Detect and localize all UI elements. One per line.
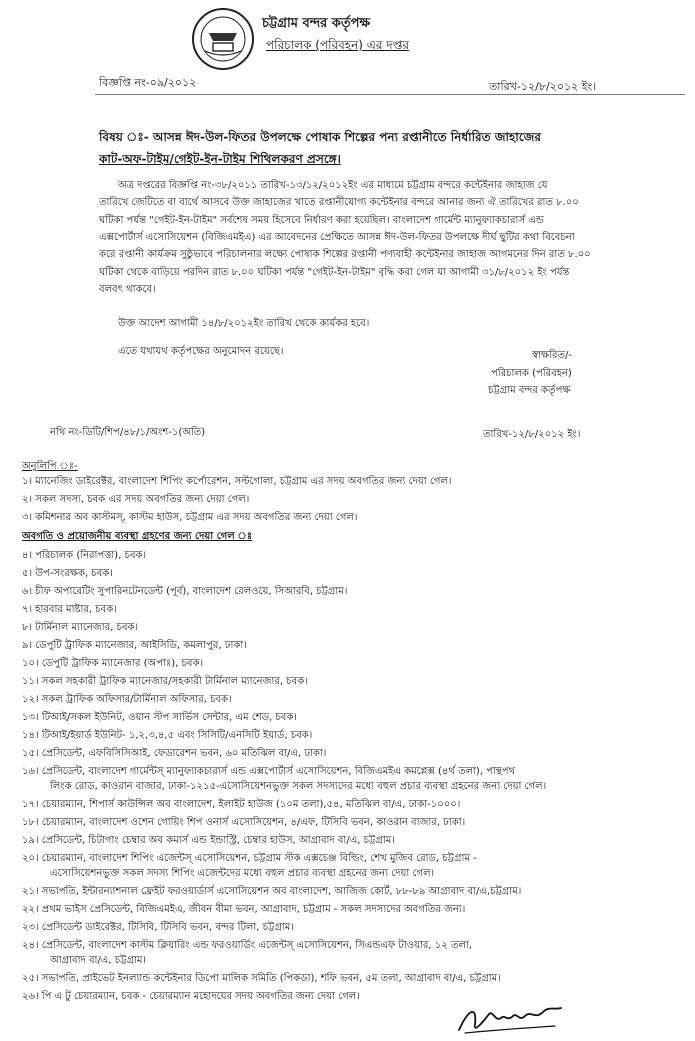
header-divider <box>95 94 685 95</box>
action-item: ২০। চেয়ারম্যান, বাংলাদেশ শিপিং এজেন্টস্ এসোসিয়েশন, চট্টগ্রাম স্টক এক্সচেঞ্জ বিল্ডিং, শেখ মুজিব রোড, চট্টগ্রাম - <box>22 853 477 864</box>
action-item: ৫। উপ-সংরক্ষক, চবক। <box>22 568 113 579</box>
notice-number: বিজ্ঞপ্তি নং-০৯/২০১২ <box>99 76 197 89</box>
action-item: ১৯। প্রেসিডেন্ট, চিটাগাং চেম্বার অব কমার্স এন্ড ইন্ডাস্ট্রি, চেম্বার হাউস, আগ্রাবাদ বা/এ, চট্টগ্রাম। <box>22 835 395 846</box>
action-item: ২১। সভাপতি, ইন্টারন্যাশনাল ফ্রেইট ফরওয়ার্ডার্স এসোসিয়েশন অব বাংলাদেশ, আজিজ কোর্ট, ৮৮-৮৯ আগ্রাবাদ বা/এ,চট্টগ্রাম। <box>22 886 522 897</box>
body-line: করে রপ্তানী কার্যক্রম সুষ্ঠুভাবে পরিচালনার লক্ষ্যে পোষাক শিল্পের রপ্তানী পণ্যবাহী কন্টেইনার জাহাজ আগমনের দিন রাত ৮.০০ <box>99 249 591 260</box>
signatory-org: চট্টগ্রাম বন্দর কর্তৃপক্ষ <box>488 385 571 396</box>
action-item: ৪। পরিচালক (নিরাপত্তা), চবক। <box>22 550 147 561</box>
action-item-continued: আগ্রাবাদ বা/এ, চট্টগ্রাম। <box>50 955 146 966</box>
order-line: উক্ত আদেশ আগামী ১৪/৮/২০১২ইং তারিখ থেকে কার্যকর হবে। <box>118 318 370 329</box>
org-name: চট্টগ্রাম বন্দর কর্তৃপক্ষ <box>262 16 371 31</box>
body-line: বলবৎ থাকবে। <box>99 284 156 295</box>
action-item: ১৪। টিআই/ইয়ার্ড ইউনিট- ১,২,৩,৪,৫ এবং সিসিটি/এনসিটি ইয়ার্ড, চবক। <box>22 730 313 741</box>
action-item: ২৫। সভাপতি, প্রাইভেট ইনল্যান্ড কন্টেইনার ডিপো মালিক সমিতি (পিকডা), শফি ভবন, ৫ম তলা, আগ্রাবাদ বা/এ, চট্টগ্রাম। <box>22 973 501 984</box>
body-line: ঘটিকা থেকে বাড়িয়ে পরদিন রাত ৮.০০ ঘটিকা পর্যন্ত "গেইট-ইন-টাইম" বৃদ্ধি করা গেল যা আগামী ৩১/৮/২০১২ ইং পর্যন্ত <box>99 267 570 278</box>
action-item: ২৬। পি এ টু চেয়ারম্যান, চবক - চেয়ারম্যান মহোদয়ের সদয় অবগতির জন্য দেয়া গেল। <box>22 991 360 1002</box>
subject-line-1: বিষয় ঃ- আসন্ন ঈদ-উল-ফিতর উপলক্ষে পোষাক শিল্পের পন্য রপ্তানীতে নির্ধারিত জাহাজের <box>99 130 541 144</box>
action-item: ৮। টার্মিনাল ম্যানেজার, চবক। <box>22 622 139 633</box>
subject-line-2: কাট-অফ-টাইম/গেইট-ইন-টাইম শিথিলকরণ প্রসঙ্গে। <box>99 152 341 166</box>
signed-label: স্বাক্ষরিত/- <box>532 350 572 361</box>
copy-item: ১। ম্যানেজিং ডাইরেক্টর, বাংলাদেশ শিপিং কর্পোরেশন, সল্টগোলা, চট্টগ্রাম এর সদয় অবগতির জন্য দেয়া গেল। <box>22 476 452 487</box>
signatory-title: পরিচালক (পরিবহন) <box>491 368 572 379</box>
copy-item: ৩। কমিশনার অব কাস্টমস্, কাস্টম হাউস, চট্টগ্রাম এর সদয় অবগতির জন্য দেয়া গেল। <box>22 512 358 523</box>
action-item: ১৫। প্রেসিডেন্ট, এফবিসিসিআই, ফেডারেশন ভবন, ৬০ মতিঝিল বা/এ, ঢাকা। <box>22 748 327 759</box>
action-item: ২২। প্রথম ভাইস প্রেসিডেন্ট, বিজিএমইএ, জীবন বীমা ভবন, আগ্রাবাদ, চট্টগ্রাম - সকল সদস্যদের অবগতির জন্য। <box>22 904 466 915</box>
body-line: অত্র দপ্তরের বিজ্ঞপ্তি নং-৩৮/২০১১ তারিখ-১৩/১২/২০১২ইং এর মাধ্যমে চট্টগ্রাম বন্দরে কন্টেইনার জাহাজ যে <box>118 180 548 191</box>
copy-item: ২। সকল সদস্য, চবক এর সদয় অবগতির জন্য দেয়া গেল। <box>22 494 250 505</box>
handwritten-signature <box>455 1000 565 1038</box>
file-date: তারিখ-১২/৮/২০১২ ইং। <box>483 429 581 440</box>
action-item: ১৭। চেয়ারম্যান, শিপার্স কাউন্সিল অব বাংলাদেশ, ইলাইট হাউজ (১০ম তলা),৫৪, মতিঝিল বা/এ, ঢাকা-১০০০। <box>22 799 461 810</box>
action-heading: অবগতি ও প্রয়োজনীয় ব্যবস্থা গ্রহণের জন্য দেয়া গেল ঃ <box>22 531 253 542</box>
action-item: ১২। সকল ট্রাফিক অফিসার/টার্মিনাল অফিসার, চবক। <box>22 694 232 705</box>
body-line: ঘটিকা পর্যন্ত "গেইট-ইন-টাইম" সর্বশেষ সময় হিসেবে নির্ধারণ করা হয়েছিল। বাংলাদেশ গার্মেন্ট ম্যানুফ্যাকচারার্স এন্ড <box>99 215 544 226</box>
file-number: নথি নং-ডিটি/শিপ/৪৮/১/অংশ-১(অতি) <box>50 427 206 438</box>
body-line: এক্সপোর্টার্স এসোসিয়েশন (বিজিএমইএ) এর আবেদনের প্রেক্ষিতে আসন্ন ঈদ-উল-ফিতর উপলক্ষে দীর্ঘ ছুটির কথা বিবেচনা <box>99 232 575 243</box>
notice-date: তারিখ-১২/৮/২০১২ ইং। <box>489 80 597 93</box>
action-item: ১০। ডেপুটি ট্রাফিক ম্যানেজার (অপাঃ), চবক। <box>22 658 204 669</box>
copy-heading: অনুলিপি ঃ- <box>22 461 78 472</box>
action-item: ২৩। প্রেসিডেন্ট ডাইরেক্টর, টিসিবি, টিসিবি ভবন, বন্দর টিলা, চট্টগ্রাম। <box>22 922 294 933</box>
action-item: ৭। হারবার মাষ্টার, চবক। <box>22 604 117 615</box>
action-item-continued: এসোসিয়েশনভুক্ত সকল সদস্য শিপিং এজেন্টদের মধ্যে বহুল প্রচার ব্যবস্থা গ্রহনের জন্য দেয়া গেল। <box>50 868 435 879</box>
action-item: ৬। চীফ অপারেটিং সুপারিনটেনডেন্ট (পূর্ব), বাংলাদেশ রেলওয়ে, সিআরবি, চট্টগ্রাম। <box>22 586 348 597</box>
action-item-continued: লিংক রোড, কাওরান বাজার, ঢাকা-১২১৫-এসোসিয়েশনভুক্ত সকল সদস্যদের মধ্যে বহুল প্রচার ব্যবস্থা গ্রহনের জন্য দেয়া গেল। <box>50 781 547 792</box>
action-item: ১৬। প্রেসিডেন্ট, বাংলাদেশ গার্মেন্টস্ ম্যানুফ্যাকচারার্স এন্ড এক্সপোর্টার্স এসোসিয়েশন, বিজিএমইএ কমপ্লেক্স (৪র্থ তলা), পান্থপথ <box>22 766 516 777</box>
action-item: ৯। ডেপুটি ট্রাফিক ম্যানেজার, আইসিডি, কমলাপুর, ঢাকা। <box>22 640 247 651</box>
office-name: পরিচালক (পরিবহন) এর দপ্তর <box>266 38 410 52</box>
action-item: ১৩। টিআই/সকল ইউনিট, ওয়ান স্টপ সার্ভিস সেন্টার, এম শেড, চবক। <box>22 712 297 723</box>
port-authority-logo <box>191 7 255 71</box>
action-item: ১১। সকল সহকারী ট্রাফিক ম্যানেজার/সহকারী টার্মিনাল ম্যানেজার, চবক। <box>22 676 308 687</box>
approval-line: এতে যথাযথ কর্তৃপক্ষের অনুমোদন রয়েছে। <box>118 346 284 357</box>
body-line: তারিখে জেটিতে বা বার্থে আসবে উক্ত জাহাজের খাতে রপ্তানীযোগ্য কন্টেইনার বন্দরে আনার জন্য ঐ তারিখের রাত ৮.০০ <box>99 197 579 208</box>
action-item: ২৪। প্রেসিডেন্ট, বাংলাদেশ কাস্টম ক্লিয়ারিং এন্ড ফরওয়ার্ডিং এজেন্টস্ এসোসিয়েশন, সিএন্ডএফ টাওয়ার, ১২ তলা, <box>22 940 472 951</box>
action-item: ১৮। চেয়ারম্যান, বাংলাদেশ ওশেন গোয়িং শিপ ওনার্স এসোসিয়েশন, ৪/এফ, টিসিবি ভবন, কাওরান বাজার, ঢাকা। <box>22 817 466 828</box>
